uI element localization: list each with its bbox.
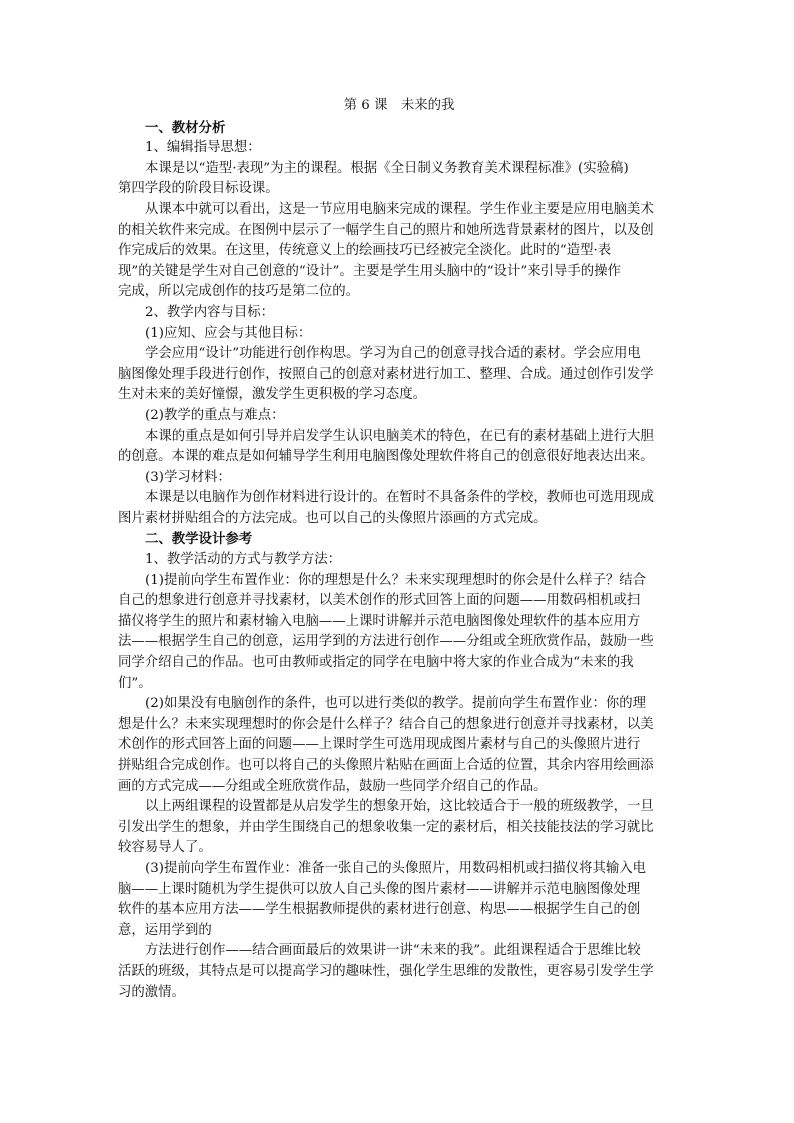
text-line: 本课是以电脑作为创作材料进行设计的。在暂时不具备条件的学校，教师也可选用现成	[145, 490, 654, 506]
text-line: (3)提前向学生布置作业：准备一张自己的头像照片，用数码相机或扫描仪将其输入电	[145, 860, 647, 876]
text-line: 从课本中就可以看出，这是一节应用电脑来完成的课程。学生作业主要是应用电脑美术	[145, 201, 654, 217]
paragraph-9	[118, 859, 680, 941]
paragraph-5	[118, 488, 680, 529]
text-line: 的相关软件来完成。在图例中层示了一幅学生自己的照片和她所选背景素材的图片，以及创	[118, 222, 654, 238]
text-line: 完成，所以完成创作的技巧是第二位的。	[118, 284, 360, 300]
section-heading-design-reference: 二、教学设计参考	[145, 531, 253, 548]
text-line: 活跃的班级，其特点是可以提高学习的趣味性，强化学生思维的发散性，更容易引发学生学	[118, 963, 654, 979]
text-line: 以上两组课程的设置都是从启发学生的想象开始，这比较适合于一般的班级教学，一旦	[145, 799, 654, 815]
subheading-content-goals: 2、教学内容与目标：	[145, 304, 275, 320]
text-line: 较容易导人了。	[118, 840, 212, 856]
paragraph-3	[118, 344, 680, 406]
subheading-materials: (3)学习材料：	[145, 469, 231, 485]
paragraph-7	[118, 694, 680, 797]
text-line: 作完成后的效果。在这里，传统意义上的绘画技巧已经被完全淡化。此时的“造型·表	[118, 243, 612, 259]
text-line: (1)提前向学生布置作业：你的理想是什么？未来实现理想时的你会是什么样子？结合	[145, 572, 647, 588]
text-line: 同学介绍自己的作品。也可由教师或指定的同学在电脑中将大家的作业合成为“未来的我	[118, 655, 634, 671]
text-line: 想是什么？未来实现理想时的你会是什么样子？结合自己的想象进行创意并寻找素材，以美	[118, 716, 654, 732]
paragraph-1	[118, 159, 680, 200]
text-line: 们”。	[118, 675, 152, 691]
text-line: 现”的关键是学生对自己创意的“设计”。主要是学生用头脑中的“设计”来引导手的操作	[118, 263, 621, 279]
text-line: 脑图像处理手段进行创作，按照自己的创意对素材进行加工、整理、合成。通过创作引发学	[118, 366, 654, 382]
document-body	[118, 96, 680, 1003]
text-line: 脑——上课时随机为学生提供可以放人自己头像的图片素材——讲解并示范电脑图像处理	[118, 881, 641, 897]
text-line: (2)如果没有电脑创作的条件，也可以进行类似的教学。提前向学生布置作业：你的理	[145, 696, 647, 712]
text-line: 的创意。本课的难点是如何辅导学生利用电脑图像处理软件将自己的创意很好地表达出来。	[118, 449, 654, 465]
text-line: 自己的想象进行创意并寻找素材，以美术创作的形式回答上面的问题——用数码相机或扫	[118, 593, 641, 609]
text-line: 方法进行创作——结合画面最后的效果讲一讲“未来的我”。此组课程适合于思维比较	[145, 943, 641, 959]
subheading-guiding-idea: 1、编辑指导思想：	[145, 140, 261, 156]
text-line: 软件的基本应用方法——学生根据教师提供的素材进行创意、构思——根据学生自己的创	[118, 902, 641, 918]
text-line: 引发出学生的想象，并由学生围绕自己的想象收集一定的素材后，相关技能技法的学习就比	[118, 819, 654, 835]
text-line: 图片素材拼贴组合的方法完成。也可以自己的头像照片添画的方式完成。	[118, 510, 547, 526]
text-line: 生对未来的美好憧憬，激发学生更积极的学习态度。	[118, 387, 426, 403]
text-line: 本课的重点是如何引导并启发学生认识电脑美术的特色，在已有的素材基础上进行大胆	[145, 428, 654, 444]
subheading-key-points: (2)教学的重点与难点：	[145, 407, 285, 423]
paragraph-8	[118, 797, 680, 859]
text-line: 法——根据学生自己的创意，运用学到的方法进行创作——分组或全班欣赏作品，鼓励一些	[118, 634, 654, 650]
text-line: 习的激情。	[118, 984, 185, 1000]
paragraph-10	[118, 941, 680, 1003]
paragraph-2	[118, 200, 680, 303]
text-line: 术创作的形式回答上面的问题——上课时学生可选用现成图片素材与自己的头像照片进行	[118, 737, 641, 753]
text-line: 描仪将学生的照片和素材输入电脑——上课时讲解并示范电脑图像处理软件的基本应用方	[118, 613, 641, 629]
text-line: 意，运用学到的	[118, 922, 212, 938]
page-title: 第 6 课 未来的我	[343, 98, 455, 113]
text-line: 画的方式完成——分组或全班欣赏作品，鼓励一些同学介绍自己的作品。	[118, 778, 547, 794]
text-line: 学会应用“设计”功能进行创作构思。学习为自己的创意寻找合适的素材。学会应用电	[145, 346, 641, 362]
text-line: 本课是以“造型·表现”为主的课程。根据《全日制义务教育美术课程标准》(实验稿)	[145, 160, 629, 176]
subheading-know-goals: (1)应知、应会与其他目标：	[145, 325, 312, 341]
section-heading-textbook-analysis: 一、教材分析	[145, 119, 226, 136]
text-line: 拼贴组合完成创作。也可以将自己的头像照片粘贴在画面上合适的位置，其余内容用绘画添	[118, 758, 654, 773]
text-line: 第四学段的阶段目标设课。	[118, 181, 279, 197]
paragraph-6	[118, 571, 680, 695]
subheading-methods: 1、教学活动的方式与教学方法：	[145, 552, 341, 568]
paragraph-4	[118, 427, 680, 468]
